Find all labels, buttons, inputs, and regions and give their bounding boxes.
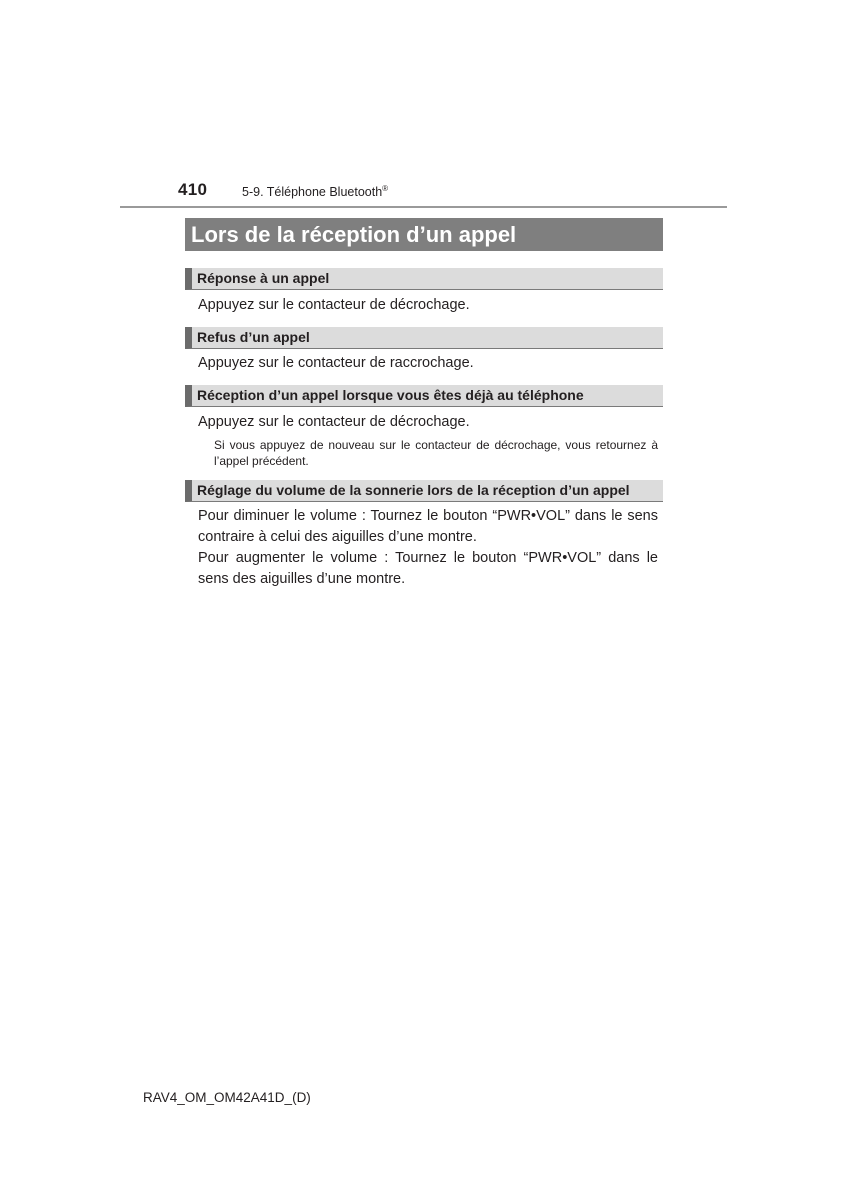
breadcrumb-text: 5-9. Téléphone Bluetooth — [242, 185, 383, 199]
page-title: Lors de la réception d’un appel — [185, 218, 663, 251]
section-heading-ringtone-volume: Réglage du volume de la sonnerie lors de la réception d’un appel — [185, 480, 663, 502]
section-note-call-waiting: Si vous appuyez de nouveau sur le contacteur de décrochage, vous retournez à l’appel précédent. — [214, 438, 658, 468]
section-text-call-waiting: Appuyez sur le contacteur de décrochage. — [198, 414, 470, 430]
section-heading-answer: Réponse à un appel — [185, 268, 663, 290]
section-text-volume-down: Pour diminuer le volume : Tournez le bouton “PWR•VOL” dans le sens contraire à celui des aiguilles d’une montre. — [198, 508, 658, 545]
section-heading-reject: Refus d’un appel — [185, 327, 663, 349]
header-divider — [120, 206, 727, 208]
section-heading-call-waiting: Réception d’un appel lorsque vous êtes déjà au téléphone — [185, 385, 663, 407]
document-code: RAV4_OM_OM42A41D_(D) — [143, 1090, 311, 1105]
section-text-volume-up: Pour augmenter le volume : Tournez le bouton “PWR•VOL” dans le sens des aiguilles d’une montre. — [198, 550, 658, 587]
breadcrumb — [242, 184, 388, 199]
section-text-reject: Appuyez sur le contacteur de raccrochage. — [198, 355, 474, 371]
page-number: 410 — [178, 180, 208, 199]
section-text-answer: Appuyez sur le contacteur de décrochage. — [198, 297, 470, 313]
registered-mark: ® — [382, 184, 389, 193]
